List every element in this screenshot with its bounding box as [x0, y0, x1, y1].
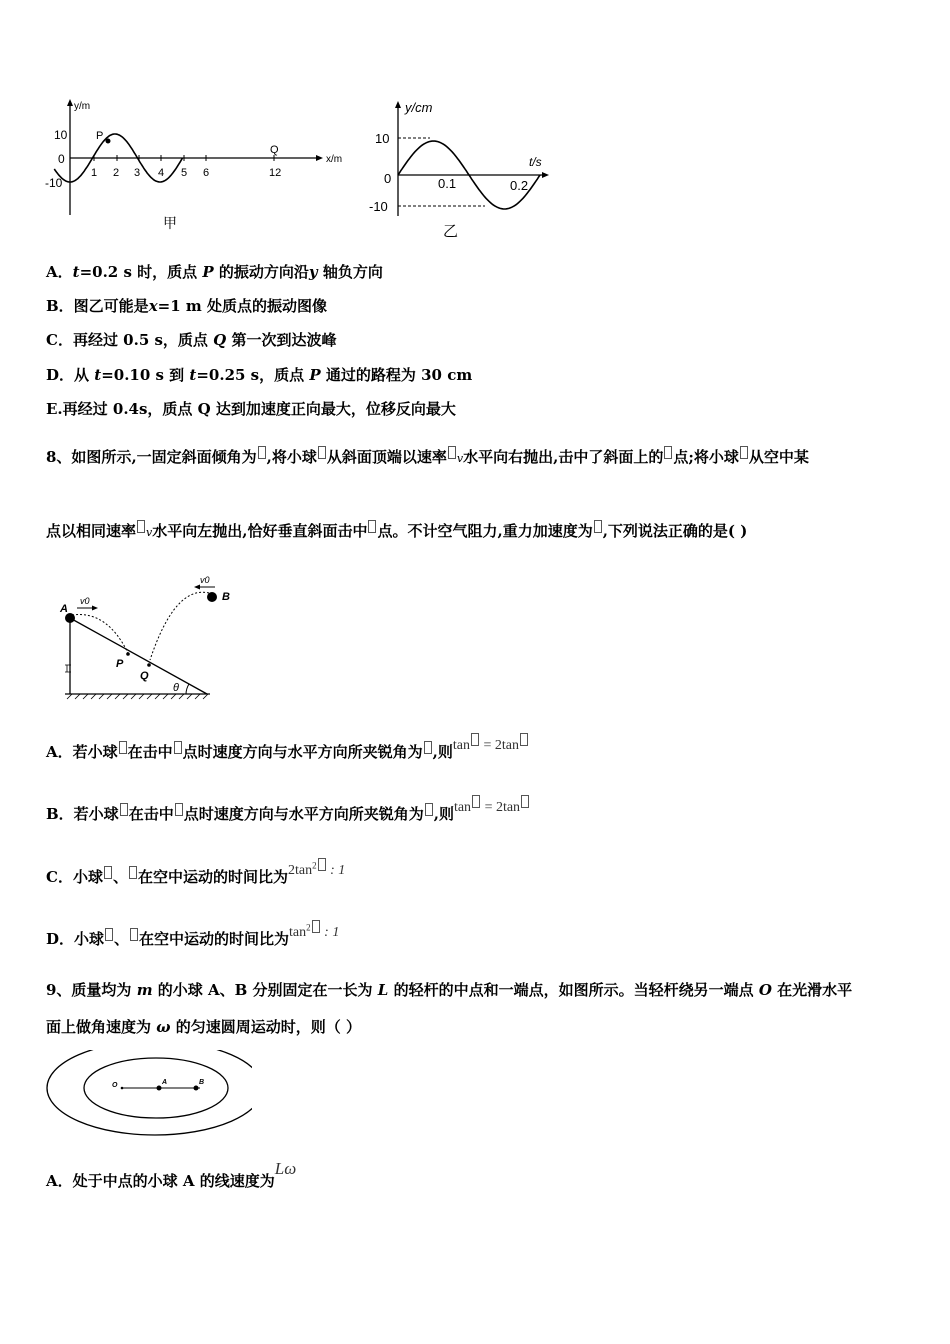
missing-glyph: [258, 446, 266, 459]
q7-option-a: A．t=0.2 s 时，质点 P 的振动方向沿y 轴负方向: [46, 263, 383, 281]
q8-option-b: B．若小球 在击中 点时速度方向与水平方向所夹锐角为 ,则tan = 2tan: [46, 803, 530, 824]
arrow-left-head: [194, 585, 200, 590]
label-o: O: [112, 1082, 118, 1089]
missing-glyph: [312, 920, 320, 933]
yi-x-arrow: [542, 172, 549, 178]
missing-glyph: [425, 803, 433, 816]
jia-ytick-0: 0: [58, 152, 65, 166]
ground-hatching: [67, 694, 208, 699]
circular-motion-figure: [42, 1050, 252, 1145]
missing-glyph: [318, 446, 326, 459]
missing-glyph: [521, 795, 529, 808]
jia-y-arrow: [67, 99, 73, 106]
label-b: B: [199, 1079, 205, 1086]
point-q: [147, 663, 151, 667]
jia-point-q: Q: [270, 144, 279, 156]
jia-point-p: P: [96, 130, 104, 142]
wave-graph-jia: [40, 95, 350, 240]
jia-xtick-5: 5: [181, 167, 188, 179]
q9-option-a: A．处于中点的小球 A 的线速度为Lω: [46, 1159, 297, 1190]
yi-x-label: t/s: [529, 155, 542, 169]
jia-xtick-6: 6: [203, 167, 210, 179]
missing-glyph: [520, 733, 528, 746]
incline-projectile-figure: [55, 570, 245, 705]
label-q: Q: [140, 670, 149, 682]
missing-glyph: [129, 866, 137, 879]
q7-option-b: B．图乙可能是x=1 m 处质点的振动图像: [46, 297, 327, 315]
jia-x-arrow: [316, 155, 323, 161]
yi-caption: 乙: [443, 223, 459, 240]
missing-glyph: [120, 803, 128, 816]
jia-caption: 甲: [163, 215, 177, 231]
q8-option-c: C．小球 、 在空中运动的时间比为$2\tan^2$ : 1: [46, 866, 345, 887]
missing-glyph: [175, 803, 183, 816]
jia-ytick-10: 10: [54, 128, 68, 142]
missing-glyph: [740, 446, 748, 459]
jia-xtick-3: 3: [134, 167, 141, 179]
q8-stem-line1: 8、如图所示,一固定斜面倾角为 ,将小球 从斜面顶端以速率 v水平向右抛出,击中了斜面上的 点;将小球 从空中某: [46, 448, 809, 466]
center-o: [121, 1087, 124, 1090]
yi-xtick-0.1: 0.1: [438, 176, 457, 191]
jia-xtick-2: 2: [113, 167, 120, 179]
label-b: B: [222, 591, 230, 603]
label-v0-right: v0: [80, 596, 90, 606]
yi-ytick-10: 10: [375, 131, 390, 146]
arrow-right-head: [92, 606, 98, 611]
jia-x-label: x/m: [326, 154, 343, 165]
jia-xtick-4: 4: [158, 167, 165, 179]
jia-ytick-neg10: -10: [45, 176, 63, 190]
label-a: A: [162, 1079, 168, 1086]
yi-y-arrow: [395, 101, 401, 108]
missing-glyph: [664, 446, 672, 459]
yi-xtick-0.2: 0.2: [510, 178, 529, 193]
missing-glyph: [104, 866, 112, 879]
q8-stem-line2: 点以相同速率 v水平向左抛出,恰好垂直斜面击中 点。不计空气阻力,重力加速度为 ,下列说法正确的是( ): [46, 522, 748, 540]
jia-xtick-1: 1: [91, 167, 98, 179]
missing-glyph: [448, 446, 456, 459]
label-p: P: [116, 658, 124, 670]
label-v0-left: v0: [200, 575, 210, 585]
q8-option-d: D．小球 、 在空中运动的时间比为$\tan^2$ : 1: [46, 928, 339, 949]
yi-ytick-neg10: -10: [369, 199, 388, 214]
point-p: [126, 652, 130, 656]
q9-stem-line2: 面上做角速度为 ω 的匀速圆周运动时，则（ ）: [46, 1018, 362, 1036]
missing-glyph: [471, 733, 479, 746]
missing-glyph: [105, 928, 113, 941]
yi-y-label: y/cm: [405, 100, 433, 115]
ball-b: [194, 1086, 199, 1091]
missing-glyph: [137, 520, 145, 533]
missing-glyph: [174, 741, 182, 754]
ball-b: [207, 592, 217, 602]
missing-glyph: [424, 741, 432, 754]
missing-glyph: [130, 928, 138, 941]
missing-glyph: [368, 520, 376, 533]
missing-glyph: [318, 858, 326, 871]
q7-option-d: D．从 t=0.10 s 到 t=0.25 s，质点 P 通过的路程为 30 cm: [46, 366, 473, 384]
trajectory-b: [150, 592, 209, 660]
q8-option-a: A．若小球 在击中 点时速度方向与水平方向所夹锐角为 ,则tan = 2tan: [46, 741, 529, 762]
q7-option-c: C．再经过 0.5 s，质点 Q 第一次到达波峰: [46, 331, 337, 349]
q7-option-e: E.再经过 0.4s，质点 Q 达到加速度正向最大，位移反向最大: [46, 400, 456, 418]
yi-ytick-0: 0: [384, 171, 392, 186]
trajectory-a: [72, 614, 128, 653]
jia-y-label: y/m: [74, 101, 91, 112]
vibration-graph-yi: [365, 98, 565, 243]
jia-point-p-dot: [106, 139, 111, 144]
missing-glyph: [472, 795, 480, 808]
label-theta: θ: [173, 682, 179, 694]
missing-glyph: [594, 520, 602, 533]
jia-xtick-12: 12: [269, 167, 282, 179]
theta-arc: [186, 684, 189, 694]
label-a: A: [60, 603, 68, 615]
q9-stem-line1: 9、质量均为 m 的小球 A、B 分别固定在一长为 L 的轻杆的中点和一端点，如图所示。当轻杆绕另一端点 O 在光滑水平: [46, 981, 853, 999]
incline-slope: [70, 618, 207, 694]
ball-a: [157, 1086, 162, 1091]
missing-glyph: [119, 741, 127, 754]
outer-orbit: [47, 1050, 252, 1135]
